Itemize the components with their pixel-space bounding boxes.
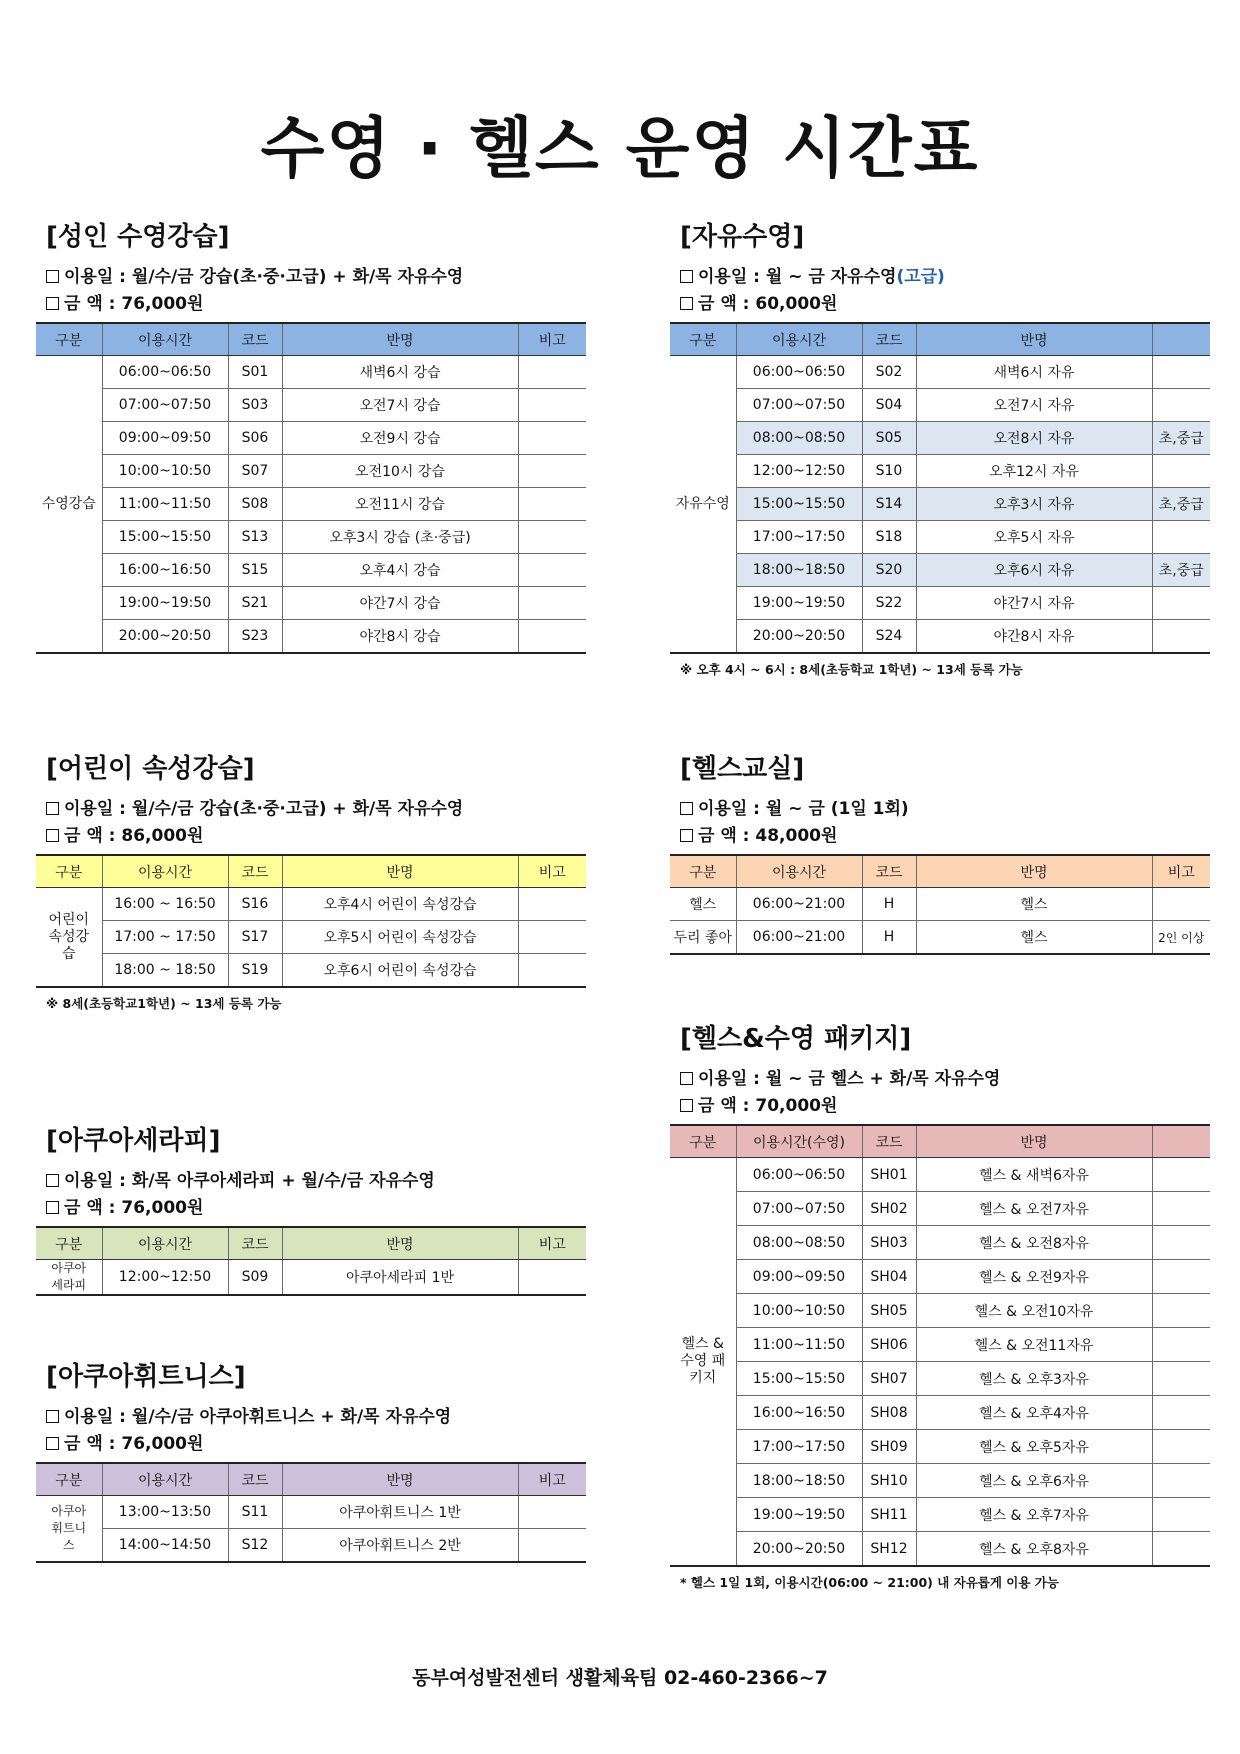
- class-name-cell: 오후5시 자유: [916, 521, 1152, 554]
- code-cell: SH03: [862, 1226, 916, 1260]
- code-cell: SH04: [862, 1260, 916, 1294]
- remark-cell: [1152, 1294, 1210, 1328]
- time-cell: 06:00~06:50: [102, 356, 228, 389]
- code-cell: S01: [228, 356, 282, 389]
- aqua-therapy-days: 이용일 : 화/목 아쿠아세라피 + 월/수/금 자유수영: [46, 1168, 586, 1195]
- header-remark: [1152, 1125, 1210, 1158]
- category-cell: 헬스: [670, 888, 736, 921]
- code-cell: SH02: [862, 1192, 916, 1226]
- table-row: [36, 389, 586, 422]
- code-cell: S12: [228, 1529, 282, 1563]
- remark-cell: [1152, 1464, 1210, 1498]
- time-cell: 08:00~08:50: [736, 422, 862, 455]
- class-name-cell: 새벽6시 강습: [282, 356, 518, 389]
- code-cell: SH10: [862, 1464, 916, 1498]
- page-title: 수영 · 헬스 운영 시간표: [260, 110, 980, 187]
- kids-swim-note: ※ 8세(초등학교1학년) ~ 13세 등록 가능: [46, 996, 282, 1011]
- class-name-cell: 오후3시 강습 (초·중급): [282, 521, 518, 554]
- checkbox-icon: [46, 270, 59, 283]
- remark-cell: [1152, 1158, 1210, 1192]
- time-cell: 08:00~08:50: [736, 1226, 862, 1260]
- class-name-cell: 아쿠아세라피 1반: [282, 1260, 518, 1296]
- header-time: 이용시간(수영): [736, 1125, 862, 1158]
- code-cell: S10: [862, 455, 916, 488]
- table-row: [670, 1498, 1210, 1532]
- aqua-therapy-title: [아쿠아세라피]: [46, 1126, 221, 1156]
- code-cell: S11: [228, 1496, 282, 1529]
- table-header-row: [36, 1227, 586, 1260]
- header-class: 반명: [282, 1227, 518, 1260]
- class-name-cell: 헬스 & 오후5자유: [916, 1430, 1152, 1464]
- table-header-row: [670, 1125, 1210, 1158]
- time-cell: 16:00 ~ 16:50: [102, 888, 228, 921]
- table-row: [670, 1396, 1210, 1430]
- header-class: 반명: [282, 855, 518, 888]
- category-cell: 아쿠아 세라피: [36, 1260, 102, 1296]
- table-row: [36, 488, 586, 521]
- checkbox-icon: [46, 1174, 59, 1187]
- package-section: [670, 1022, 1210, 1591]
- class-name-cell: 헬스: [916, 921, 1152, 955]
- table-row: [36, 422, 586, 455]
- package-days: 이용일 : 월 ~ 금 헬스 + 화/목 자유수영: [680, 1066, 1210, 1093]
- class-name-cell: 헬스 & 새벽6자유: [916, 1158, 1152, 1192]
- table-header-row: [36, 1463, 586, 1496]
- class-name-cell: 오전10시 강습: [282, 455, 518, 488]
- table-row: [670, 488, 1210, 521]
- code-cell: S09: [228, 1260, 282, 1296]
- table-row: [670, 888, 1210, 921]
- class-name-cell: 아쿠아휘트니스 1반: [282, 1496, 518, 1529]
- class-name-cell: 헬스 & 오후6자유: [916, 1464, 1152, 1498]
- free-swim-title: [자유수영]: [680, 222, 805, 252]
- code-cell: SH12: [862, 1532, 916, 1567]
- table-row: [670, 1226, 1210, 1260]
- table-header-row: [36, 323, 586, 356]
- table-row: [670, 422, 1210, 455]
- header-time: 이용시간: [736, 323, 862, 356]
- header-remark: [1152, 323, 1210, 356]
- header-time: 이용시간: [102, 1463, 228, 1496]
- remark-cell: [518, 521, 586, 554]
- remark-cell: 초,중급: [1152, 488, 1210, 521]
- code-cell: S07: [228, 455, 282, 488]
- class-name-cell: 헬스 & 오후4자유: [916, 1396, 1152, 1430]
- code-cell: S14: [862, 488, 916, 521]
- category-cell: 수영강습: [36, 356, 102, 654]
- header-remark: 비고: [518, 1227, 586, 1260]
- gym-title: [헬스교실]: [680, 754, 805, 784]
- time-cell: 17:00 ~ 17:50: [102, 921, 228, 954]
- aqua-fitness-table: [36, 1462, 586, 1563]
- table-row: [36, 1529, 586, 1563]
- category-cell: 두리 좋아: [670, 921, 736, 955]
- class-name-cell: 헬스: [916, 888, 1152, 921]
- package-note: * 헬스 1일 1회, 이용시간(06:00 ~ 21:00) 내 자유롭게 이용 가능: [680, 1575, 1059, 1590]
- class-name-cell: 헬스 & 오전10자유: [916, 1294, 1152, 1328]
- time-cell: 15:00~15:50: [102, 521, 228, 554]
- table-row: [36, 921, 586, 954]
- time-cell: 20:00~20:50: [736, 1532, 862, 1567]
- remark-cell: [1152, 1532, 1210, 1567]
- code-cell: S18: [862, 521, 916, 554]
- class-name-cell: 오전9시 강습: [282, 422, 518, 455]
- category-cell: 아쿠아 휘트니스: [36, 1496, 102, 1563]
- table-row: [36, 954, 586, 988]
- remark-cell: [518, 1496, 586, 1529]
- header-remark: 비고: [1152, 855, 1210, 888]
- code-cell: S02: [862, 356, 916, 389]
- class-name-cell: 헬스 & 오후7자유: [916, 1498, 1152, 1532]
- class-name-cell: 야간7시 강습: [282, 587, 518, 620]
- remark-cell: [1152, 587, 1210, 620]
- class-name-cell: 오전7시 자유: [916, 389, 1152, 422]
- table-row: [670, 1192, 1210, 1226]
- code-cell: S20: [862, 554, 916, 587]
- adult-swim-days: 이용일 : 월/수/금 강습(초·중·고급) + 화/목 자유수영: [46, 264, 586, 291]
- code-cell: S15: [228, 554, 282, 587]
- header-code: 코드: [228, 855, 282, 888]
- time-cell: 11:00~11:50: [736, 1328, 862, 1362]
- time-cell: 20:00~20:50: [102, 620, 228, 654]
- kids-swim-section: [36, 752, 586, 1012]
- code-cell: SH08: [862, 1396, 916, 1430]
- aqua-therapy-table: [36, 1226, 586, 1296]
- aqua-fitness-price: 금 액 : 76,000원: [46, 1431, 586, 1458]
- code-cell: S22: [862, 587, 916, 620]
- header-time: 이용시간: [736, 855, 862, 888]
- code-cell: H: [862, 888, 916, 921]
- time-cell: 18:00~18:50: [736, 554, 862, 587]
- class-name-cell: 아쿠아휘트니스 2반: [282, 1529, 518, 1563]
- class-name-cell: 오후3시 자유: [916, 488, 1152, 521]
- header-category: 구분: [36, 323, 102, 356]
- footer-contact: 동부여성발전센터 생활체육팀 02-460-2366~7: [412, 1667, 828, 1689]
- code-cell: SH05: [862, 1294, 916, 1328]
- table-row: [670, 455, 1210, 488]
- table-row: [670, 1158, 1210, 1192]
- time-cell: 15:00~15:50: [736, 1362, 862, 1396]
- header-class: 반명: [282, 323, 518, 356]
- code-cell: SH06: [862, 1328, 916, 1362]
- table-header-row: [36, 855, 586, 888]
- gym-price: 금 액 : 48,000원: [680, 823, 1210, 850]
- remark-cell: [518, 921, 586, 954]
- remark-cell: [1152, 1396, 1210, 1430]
- remark-cell: [1152, 521, 1210, 554]
- class-name-cell: 오후6시 자유: [916, 554, 1152, 587]
- header-class: 반명: [916, 855, 1152, 888]
- time-cell: 18:00 ~ 18:50: [102, 954, 228, 988]
- remark-cell: [1152, 1362, 1210, 1396]
- class-name-cell: 오후5시 어린이 속성강습: [282, 921, 518, 954]
- time-cell: 07:00~07:50: [736, 389, 862, 422]
- table-row: [670, 1362, 1210, 1396]
- gym-table: [670, 854, 1210, 955]
- table-row: [36, 1496, 586, 1529]
- class-name-cell: 헬스 & 오후3자유: [916, 1362, 1152, 1396]
- table-row: [670, 1260, 1210, 1294]
- remark-cell: [518, 587, 586, 620]
- time-cell: 19:00~19:50: [736, 1498, 862, 1532]
- code-cell: S06: [228, 422, 282, 455]
- table-row: [670, 587, 1210, 620]
- time-cell: 09:00~09:50: [102, 422, 228, 455]
- aqua-fitness-title: [아쿠아휘트니스]: [46, 1362, 246, 1392]
- time-cell: 16:00~16:50: [736, 1396, 862, 1430]
- remark-cell: [1152, 1260, 1210, 1294]
- kids-swim-title: [어린이 속성강습]: [46, 754, 255, 784]
- time-cell: 10:00~10:50: [736, 1294, 862, 1328]
- header-time: 이용시간: [102, 1227, 228, 1260]
- class-name-cell: 오전11시 강습: [282, 488, 518, 521]
- code-cell: S16: [228, 888, 282, 921]
- time-cell: 17:00~17:50: [736, 1430, 862, 1464]
- adult-swim-table: [36, 322, 586, 654]
- remark-cell: 초,중급: [1152, 422, 1210, 455]
- category-cell: 자유수영: [670, 356, 736, 654]
- kids-swim-price: 금 액 : 86,000원: [46, 823, 586, 850]
- table-row: [36, 587, 586, 620]
- remark-cell: [518, 389, 586, 422]
- free-swim-price: 금 액 : 60,000원: [680, 291, 1210, 318]
- header-code: 코드: [862, 323, 916, 356]
- header-code: 코드: [862, 1125, 916, 1158]
- package-price: 금 액 : 70,000원: [680, 1093, 1210, 1120]
- remark-cell: [518, 554, 586, 587]
- remark-cell: [1152, 1192, 1210, 1226]
- table-row: [36, 620, 586, 654]
- class-name-cell: 야간8시 강습: [282, 620, 518, 654]
- time-cell: 11:00~11:50: [102, 488, 228, 521]
- remark-cell: [1152, 1226, 1210, 1260]
- class-name-cell: 오후6시 어린이 속성강습: [282, 954, 518, 988]
- table-row: [670, 389, 1210, 422]
- package-title: [헬스&수영 패키지]: [680, 1024, 912, 1054]
- code-cell: S08: [228, 488, 282, 521]
- time-cell: 14:00~14:50: [102, 1529, 228, 1563]
- checkbox-icon: [680, 270, 693, 283]
- time-cell: 10:00~10:50: [102, 455, 228, 488]
- code-cell: S19: [228, 954, 282, 988]
- free-swim-section: [670, 220, 1210, 678]
- checkbox-icon: [46, 1201, 59, 1214]
- kids-swim-table: [36, 854, 586, 988]
- header-remark: 비고: [518, 323, 586, 356]
- remark-cell: [518, 1529, 586, 1563]
- adult-swim-title: [성인 수영강습]: [46, 222, 230, 252]
- class-name-cell: 오후4시 어린이 속성강습: [282, 888, 518, 921]
- time-cell: 19:00~19:50: [102, 587, 228, 620]
- time-cell: 06:00~06:50: [736, 356, 862, 389]
- remark-cell: [1152, 1498, 1210, 1532]
- class-name-cell: 야간8시 자유: [916, 620, 1152, 654]
- aqua-therapy-price: 금 액 : 76,000원: [46, 1195, 586, 1222]
- table-row: [670, 1464, 1210, 1498]
- gym-section: [670, 752, 1210, 955]
- table-row: [36, 521, 586, 554]
- remark-cell: 2인 이상: [1152, 921, 1210, 955]
- checkbox-icon: [46, 297, 59, 310]
- time-cell: 06:00~06:50: [736, 1158, 862, 1192]
- header-category: 구분: [36, 1463, 102, 1496]
- class-name-cell: 야간7시 자유: [916, 587, 1152, 620]
- header-class: 반명: [916, 323, 1152, 356]
- remark-cell: [518, 356, 586, 389]
- code-cell: SH11: [862, 1498, 916, 1532]
- time-cell: 17:00~17:50: [736, 521, 862, 554]
- time-cell: 19:00~19:50: [736, 587, 862, 620]
- remark-cell: [1152, 389, 1210, 422]
- code-cell: S21: [228, 587, 282, 620]
- code-cell: S17: [228, 921, 282, 954]
- free-swim-days: 이용일 : 월 ~ 금 자유수영(고급): [680, 264, 1210, 291]
- time-cell: 16:00~16:50: [102, 554, 228, 587]
- checkbox-icon: [46, 1410, 59, 1423]
- checkbox-icon: [680, 1099, 693, 1112]
- remark-cell: [1152, 620, 1210, 654]
- code-cell: S04: [862, 389, 916, 422]
- code-cell: H: [862, 921, 916, 955]
- table-row: [670, 1532, 1210, 1567]
- remark-cell: [518, 954, 586, 988]
- table-row: [670, 1430, 1210, 1464]
- kids-swim-days: 이용일 : 월/수/금 강습(초·중·고급) + 화/목 자유수영: [46, 796, 586, 823]
- header-category: 구분: [670, 855, 736, 888]
- adult-swim-price: 금 액 : 76,000원: [46, 291, 586, 318]
- header-time: 이용시간: [102, 855, 228, 888]
- header-remark: 비고: [518, 855, 586, 888]
- time-cell: 06:00~21:00: [736, 888, 862, 921]
- time-cell: 15:00~15:50: [736, 488, 862, 521]
- class-name-cell: 헬스 & 오전8자유: [916, 1226, 1152, 1260]
- class-name-cell: 오후12시 자유: [916, 455, 1152, 488]
- table-row: [36, 455, 586, 488]
- header-class: 반명: [282, 1463, 518, 1496]
- table-row: [36, 888, 586, 921]
- remark-cell: [518, 620, 586, 654]
- header-code: 코드: [862, 855, 916, 888]
- free-swim-table: [670, 322, 1210, 654]
- time-cell: 06:00~21:00: [736, 921, 862, 955]
- header-time: 이용시간: [102, 323, 228, 356]
- table-header-row: [670, 855, 1210, 888]
- table-row: [670, 620, 1210, 654]
- remark-cell: [518, 455, 586, 488]
- code-cell: SH07: [862, 1362, 916, 1396]
- table-row: [670, 1328, 1210, 1362]
- table-row: [36, 554, 586, 587]
- time-cell: 07:00~07:50: [736, 1192, 862, 1226]
- time-cell: 12:00~12:50: [736, 455, 862, 488]
- category-cell: 헬스 & 수영 패키지: [670, 1158, 736, 1567]
- time-cell: 09:00~09:50: [736, 1260, 862, 1294]
- class-name-cell: 오전8시 자유: [916, 422, 1152, 455]
- adult-swim-section: [36, 220, 586, 654]
- time-cell: 20:00~20:50: [736, 620, 862, 654]
- remark-cell: [1152, 1328, 1210, 1362]
- header-category: 구분: [670, 1125, 736, 1158]
- code-cell: SH01: [862, 1158, 916, 1192]
- class-name-cell: 오전7시 강습: [282, 389, 518, 422]
- remark-cell: [1152, 356, 1210, 389]
- time-cell: 18:00~18:50: [736, 1464, 862, 1498]
- checkbox-icon: [46, 802, 59, 815]
- table-header-row: [670, 323, 1210, 356]
- header-class: 반명: [916, 1125, 1152, 1158]
- table-row: [670, 921, 1210, 955]
- table-row: [670, 554, 1210, 587]
- class-name-cell: 헬스 & 오후8자유: [916, 1532, 1152, 1567]
- code-cell: S23: [228, 620, 282, 654]
- header-code: 코드: [228, 1463, 282, 1496]
- header-remark: 비고: [518, 1463, 586, 1496]
- code-cell: S05: [862, 422, 916, 455]
- table-row: [670, 1294, 1210, 1328]
- code-cell: S13: [228, 521, 282, 554]
- aqua-fitness-section: [36, 1360, 586, 1563]
- code-cell: S24: [862, 620, 916, 654]
- header-code: 코드: [228, 1227, 282, 1260]
- time-cell: 12:00~12:50: [102, 1260, 228, 1296]
- class-name-cell: 헬스 & 오전11자유: [916, 1328, 1152, 1362]
- header-category: 구분: [36, 1227, 102, 1260]
- header-category: 구분: [670, 323, 736, 356]
- remark-cell: [1152, 888, 1210, 921]
- checkbox-icon: [680, 1072, 693, 1085]
- checkbox-icon: [680, 297, 693, 310]
- remark-cell: 초,중급: [1152, 554, 1210, 587]
- category-cell: 어린이 속성강습: [36, 888, 102, 988]
- checkbox-icon: [46, 829, 59, 842]
- class-name-cell: 오후4시 강습: [282, 554, 518, 587]
- gym-days: 이용일 : 월 ~ 금 (1일 1회): [680, 796, 1210, 823]
- aqua-fitness-days: 이용일 : 월/수/금 아쿠아휘트니스 + 화/목 자유수영: [46, 1404, 586, 1431]
- table-row: [36, 356, 586, 389]
- remark-cell: [518, 1260, 586, 1296]
- remark-cell: [518, 888, 586, 921]
- class-name-cell: 헬스 & 오전7자유: [916, 1192, 1152, 1226]
- remark-cell: [518, 488, 586, 521]
- time-cell: 13:00~13:50: [102, 1496, 228, 1529]
- remark-cell: [518, 422, 586, 455]
- checkbox-icon: [680, 802, 693, 815]
- table-row: [670, 356, 1210, 389]
- table-row: [36, 1260, 586, 1296]
- free-swim-note: ※ 오후 4시 ~ 6시 : 8세(초등학교 1학년) ~ 13세 등록 가능: [680, 662, 1023, 677]
- checkbox-icon: [680, 829, 693, 842]
- class-name-cell: 헬스 & 오전9자유: [916, 1260, 1152, 1294]
- checkbox-icon: [46, 1437, 59, 1450]
- header-code: 코드: [228, 323, 282, 356]
- class-name-cell: 새벽6시 자유: [916, 356, 1152, 389]
- time-cell: 07:00~07:50: [102, 389, 228, 422]
- remark-cell: [1152, 1430, 1210, 1464]
- table-row: [670, 521, 1210, 554]
- package-table: [670, 1124, 1210, 1567]
- header-category: 구분: [36, 855, 102, 888]
- code-cell: S03: [228, 389, 282, 422]
- code-cell: SH09: [862, 1430, 916, 1464]
- aqua-therapy-section: [36, 1124, 586, 1296]
- remark-cell: [1152, 455, 1210, 488]
